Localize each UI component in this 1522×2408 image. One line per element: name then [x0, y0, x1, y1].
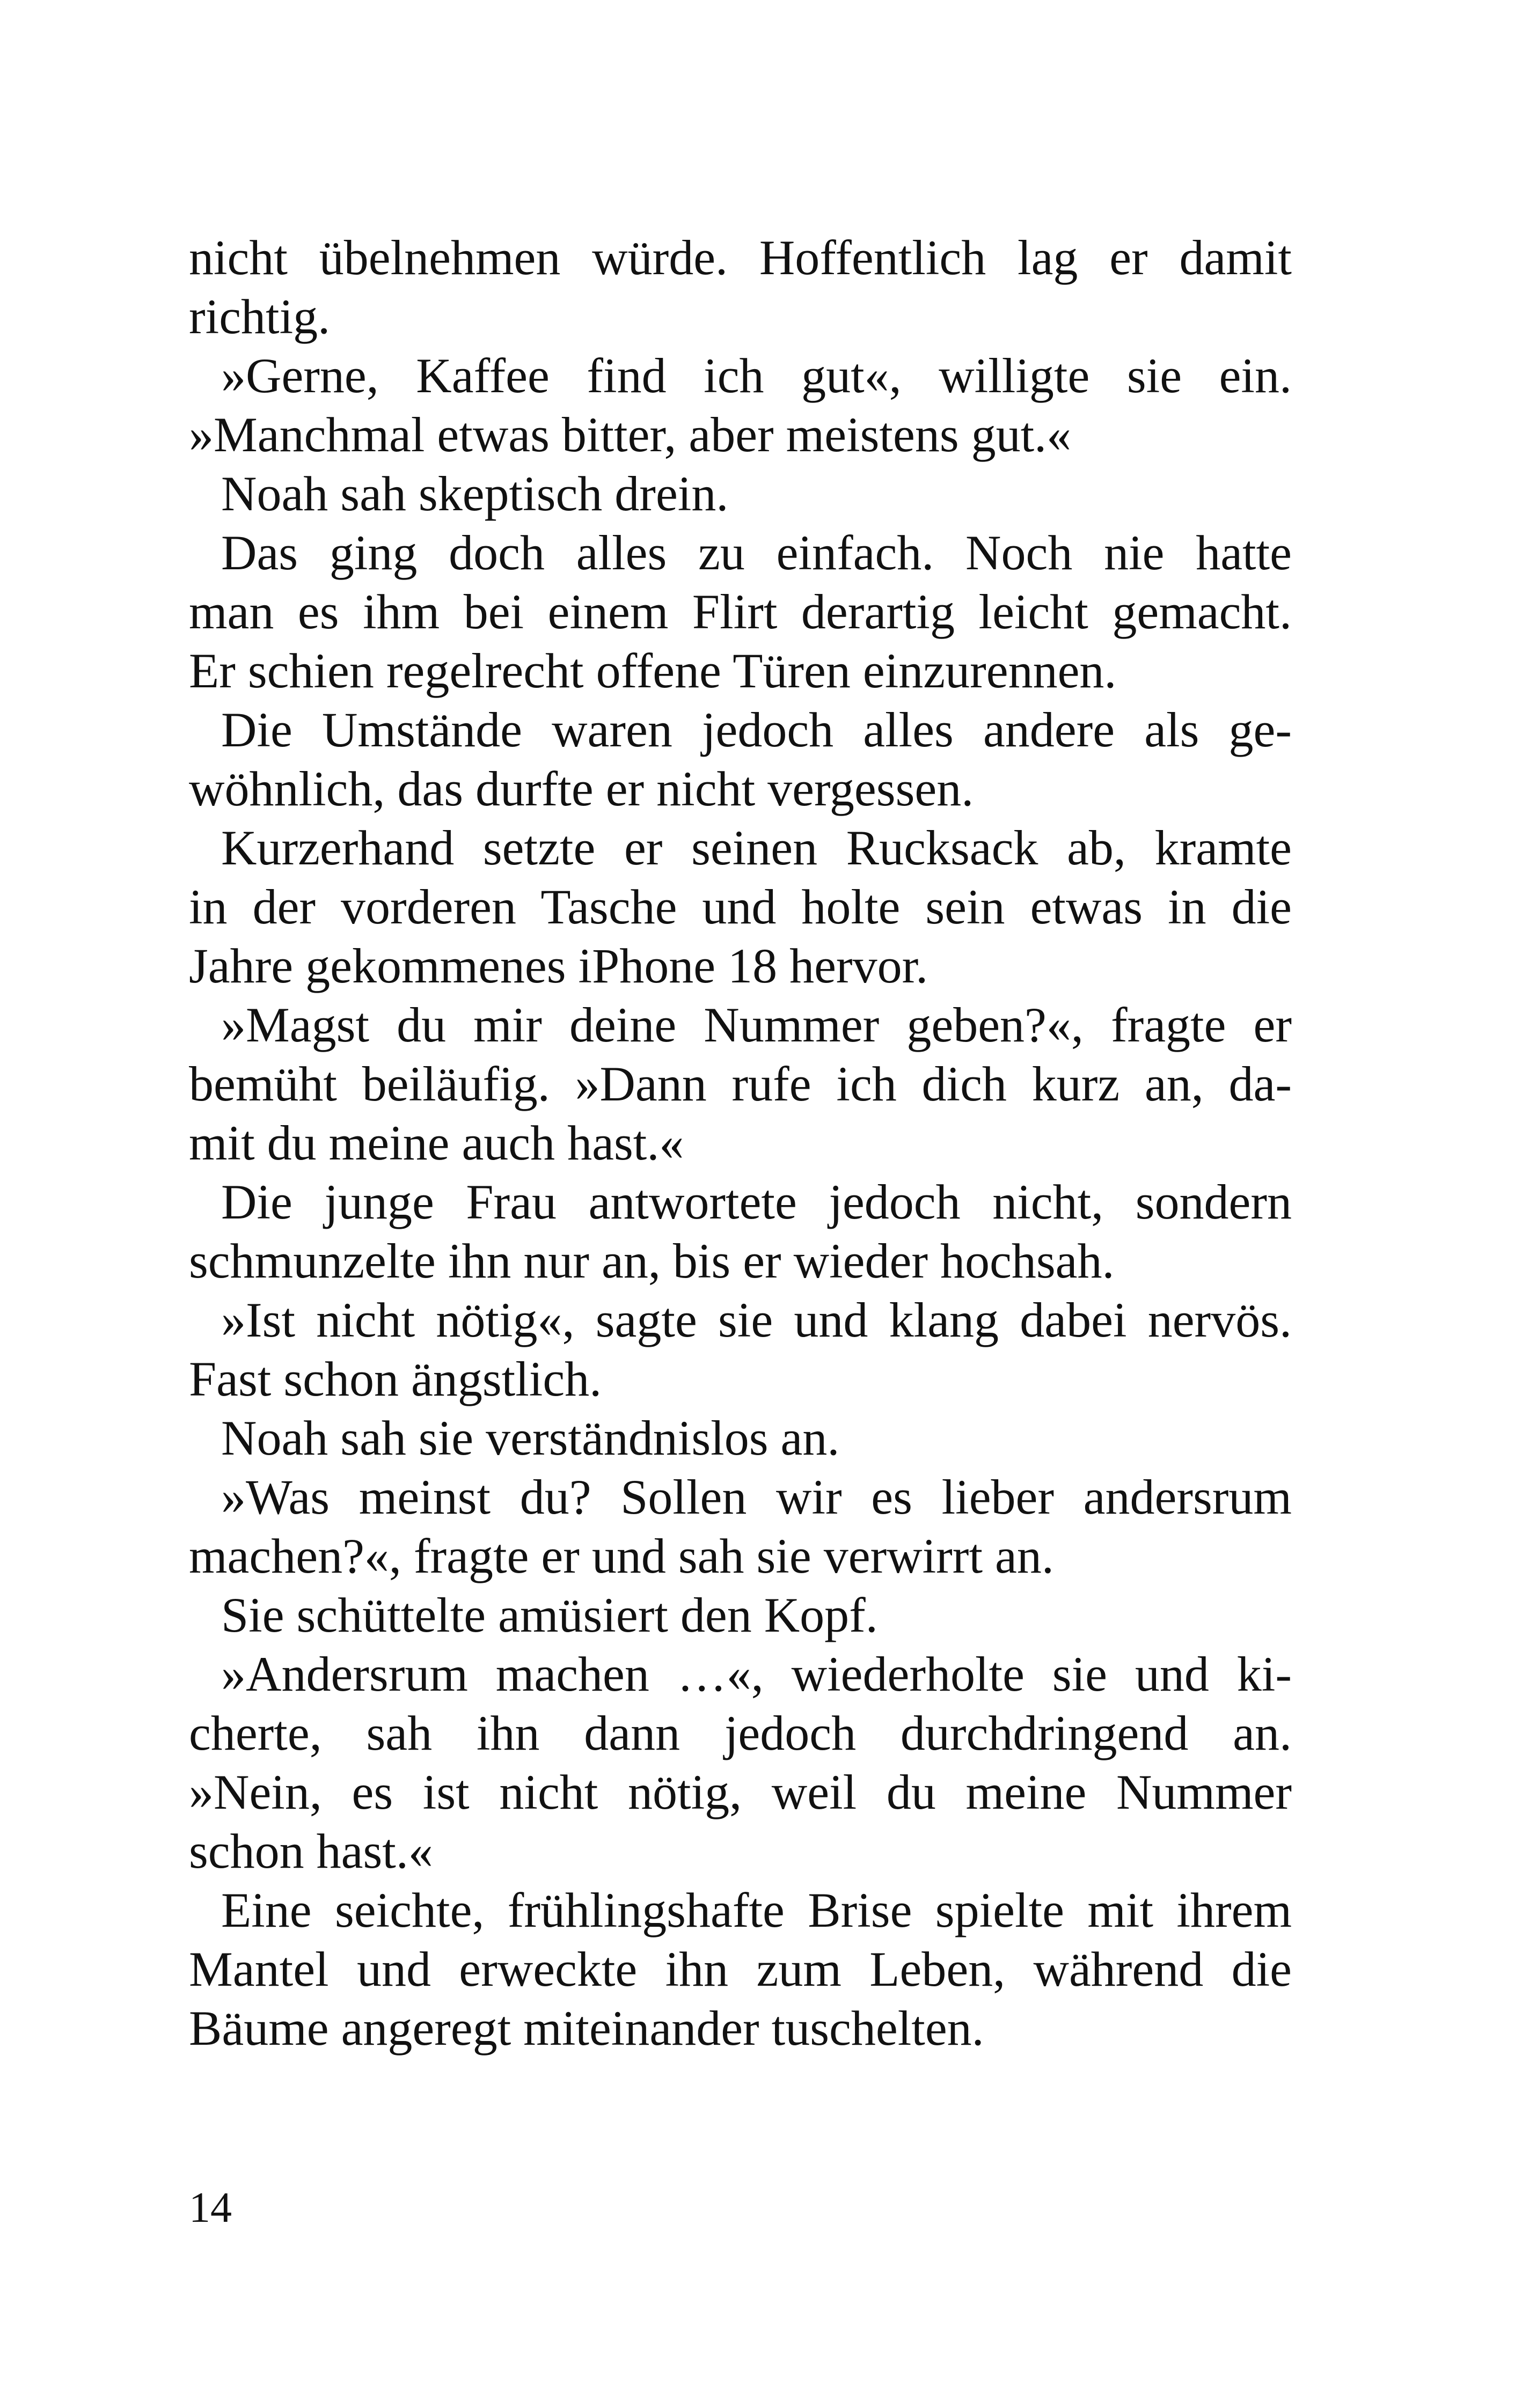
text-line: Eine seichte, frühlingshafte Brise spielte mit ihrem	[221, 1883, 1292, 1937]
text-line: bemüht beiläufig. »Dann rufe ich dich kurz an, da-	[189, 1056, 1292, 1111]
text-line: schon hast.«	[189, 1824, 433, 1878]
text-line: »Ist nicht nötig«, sagte sie und klang dabei nervös.	[221, 1293, 1292, 1347]
text-line: Er schien regelrecht offene Türen einzurennen.	[189, 643, 1117, 698]
text-line: Die junge Frau antwortete jedoch nicht, sondern	[221, 1174, 1292, 1229]
text-line: Sie schüttelte amüsiert den Kopf.	[221, 1588, 878, 1642]
text-line: »Manchmal etwas bitter, aber meistens gut.«	[189, 407, 1072, 462]
text-line: machen?«, fragte er und sah sie verwirrt an.	[189, 1529, 1054, 1583]
text-line: »Andersrum machen …«, wiederholte sie und ki-	[221, 1647, 1292, 1701]
text-line: schmunzelte ihn nur an, bis er wieder hochsah.	[189, 1234, 1115, 1288]
text-line: Mantel und erweckte ihn zum Leben, während die	[189, 1942, 1292, 1996]
text-line: Fast schon ängstlich.	[189, 1352, 602, 1406]
text-line: Kurzerhand setzte er seinen Rucksack ab, kramte	[221, 820, 1292, 875]
page-number: 14	[189, 2184, 232, 2231]
text-line: Jahre gekommenes iPhone 18 hervor.	[189, 938, 928, 993]
text-line: Das ging doch alles zu einfach. Noch nie hatte	[221, 525, 1292, 580]
text-line: Noah sah skeptisch drein.	[221, 466, 729, 521]
text-line: mit du meine auch hast.«	[189, 1115, 684, 1170]
text-line: »Nein, es ist nicht nötig, weil du meine Nummer	[189, 1765, 1292, 1819]
text-line: »Gerne, Kaffee find ich gut«, willigte sie ein.	[221, 348, 1292, 403]
text-line: Die Umstände waren jedoch alles andere als ge-	[221, 702, 1292, 757]
text-line: nicht übelnehmen würde. Hoffentlich lag er damit	[189, 230, 1292, 285]
text-line: »Magst du mir deine Nummer geben?«, fragte er	[221, 997, 1292, 1052]
text-line: in der vorderen Tasche und holte sein etwas in die	[189, 879, 1292, 934]
text-line: man es ihm bei einem Flirt derartig leicht gemacht.	[189, 584, 1292, 639]
text-line: Noah sah sie verständnislos an.	[221, 1411, 840, 1465]
text-line: Bäume angeregt miteinander tuschelten.	[189, 2001, 984, 2055]
text-line: richtig.	[189, 289, 331, 344]
text-line: wöhnlich, das durfte er nicht vergessen.	[189, 761, 974, 816]
text-line: cherte, sah ihn dann jedoch durchdringend an.	[189, 1706, 1292, 1760]
text-line: »Was meinst du? Sollen wir es lieber andersrum	[221, 1470, 1292, 1524]
body-text	[189, 228, 1292, 2058]
